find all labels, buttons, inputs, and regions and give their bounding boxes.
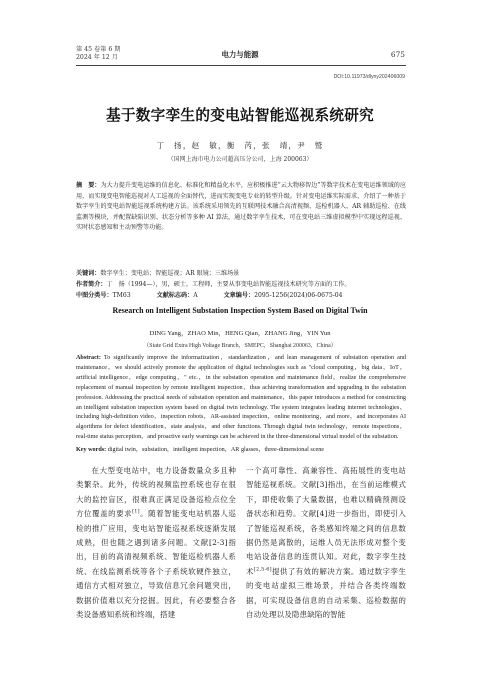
article-no-label: 文章编号：: [223, 292, 255, 299]
abstract-text-cn: 为大力提升变电运维的信息化、标准化和精益化水平，应积极推进“云大物移智边”等数字技术在变电运维领域的应用，而实现变电智能巡视对人工巡视的全面替代，进而实现变电专业的转型升级。针对变电运维实际需求，介绍了一种基于数字孪生的变电站智能巡视系统构建方法。该系统采用领先的互联网技术融合高清视频、巡检机器人、AR 辅助巡检、在线监测等模块，并配置缺陷识别、状态分析等多种 AI 算法，通过数字孪生技术，可在变电站三维虚拟模型中实现远程巡视、实时状态感知和主动预警等功能。: [76, 182, 406, 232]
volume-issue: 第 45 卷第 6 期: [76, 46, 121, 53]
affiliation-english: （State Grid Extra High Voltage Branch，SMEPC，Shanghai 200063，China）: [143, 343, 337, 349]
article-no-value: 2095-1256(2024)06-0675-04: [254, 292, 343, 299]
body-right-text: 一个高可靠性、高兼容性、高拓展性的变电站智能巡视系统。文献[3]指出，在当前运维模式下，即使收集了大量数据，也难以精确预测设备状态和趋势。文献[4]进一步指出，即使引入了智能巡视系统，各类感知终端之间的信息数据仍然是离散的，运维人员无法形成对整个变电站设备信息的连贯认知。对此，数字孪生技术: [246, 466, 406, 576]
authors-english: DING Yang，ZHAO Min，HENG Qian，ZHANG Jing，YIN Yun: [149, 330, 331, 337]
keywords-label-cn: 关键词：: [76, 270, 101, 277]
author-bio-label: 作者简介：: [76, 281, 107, 288]
abstract-english: [76, 354, 406, 443]
citation-ref: [2,5-6]: [253, 566, 272, 573]
doc-code-value: A: [193, 292, 198, 299]
author-bio: [76, 279, 406, 288]
body-left-text: 在大型变电站中，电力设备数量众多且种类繁杂。此外，传统的视频监控系统也存在很大的监控盲区，很难真正满足设备巡检点位全方位覆盖的要求: [76, 466, 236, 519]
citation-ref: [1]: [132, 508, 140, 515]
authors-chinese: 丁 扬，赵 敏，衡 芮，张 靖，尹 鹫: [156, 141, 324, 150]
journal-name: 电力与能源: [221, 50, 259, 59]
title-english: Research on Intelligent Substation Inspection System Based on Digital Twin: [112, 306, 368, 315]
body-right-text-continued: 提供了有效的解决方案。通过数字孪生的变电站虚拟三维场景，并结合各类终端数据，可实现设备信息的自动采集、巡检数据的自动处理以及隐患缺陷的智能: [246, 566, 406, 620]
page-number: 675: [390, 50, 405, 59]
keywords-text-en: digital twin，substation，intelligent inspection，AR glasses，three-dimensional scene: [107, 447, 324, 453]
doc-code-label: 文献标志码：: [156, 292, 194, 299]
keywords-english: [76, 444, 406, 453]
keywords-chinese: [76, 268, 406, 277]
abstract-label-en: Abstract:: [76, 355, 101, 361]
keywords-text-cn: 数字孪生；变电站；智能巡视；AR 眼镜；三维场景: [100, 270, 240, 277]
author-bio-text: 丁 扬（1994—），男，硕士，工程师，主要从事变电站智能巡视技术研究等方面的工作。: [106, 281, 351, 288]
abstract-chinese: [76, 181, 406, 234]
abstract-text-en: To significantly improve the informatization，standardization，and lean management of substation operation and maintenance，we should actively promote the application of digital technologies such as "cloud computing，big data，IoT，artificial intelligence，edge computing，" etc.，in the substation operation and maintenance field，realize the comprehensive replacement of manual inspection by remote intelligent inspection，thus achieving transformation and upgrading in the substation profession. Addressing the practical needs of substation operation and maintenance，this paper introduces a method for constructing an intelligent substation inspection system based on digital twin technology. The system integrates leading internet technologies，including high-definition video，inspection robots，AR-assisted inspection，online monitoring，and more，and incorporates AI algorithms for defect identification，state analysis，and other functions. Through digital twin technology，remote inspections，real-time status perception，and proactive early warnings can be achieved in the three-dimensional virtual model of the substation.: [76, 355, 406, 441]
abstract-label-cn: 摘 要：: [76, 182, 101, 189]
clc-value: TM63: [112, 292, 131, 299]
header-divider: [76, 65, 406, 66]
body-column-left: [76, 464, 236, 622]
doi: DOI:10.11973/dlyny202406009: [333, 74, 405, 80]
keywords-label-en: Key words:: [76, 447, 107, 453]
clc-label: 中图分类号：: [76, 292, 113, 299]
affiliation-chinese: （国网上海市电力公司超高压分公司，上海 200063）: [167, 156, 313, 163]
body-column-right: [246, 464, 406, 622]
issue-date: 2024 年 12 月: [76, 54, 118, 61]
classification-line: [76, 290, 406, 299]
title-chinese: 基于数字孪生的变电站智能巡视系统研究: [105, 107, 375, 124]
body-left-text-continued: 。随着智能变电站机器人巡检的推广应用，变电站智能巡视系统逐渐发展成熟，但也随之遇到诸多问题。文献[2-3]指出，目前的高清视频系统、智能巡检机器人系统、在线监测系统等各个子系统软硬件独立，通信方式相对独立，导致信息冗余问题突出，数据价值难以充分挖掘。因此，有必要整合各类设备感知系统和终端，搭建: [76, 509, 236, 620]
